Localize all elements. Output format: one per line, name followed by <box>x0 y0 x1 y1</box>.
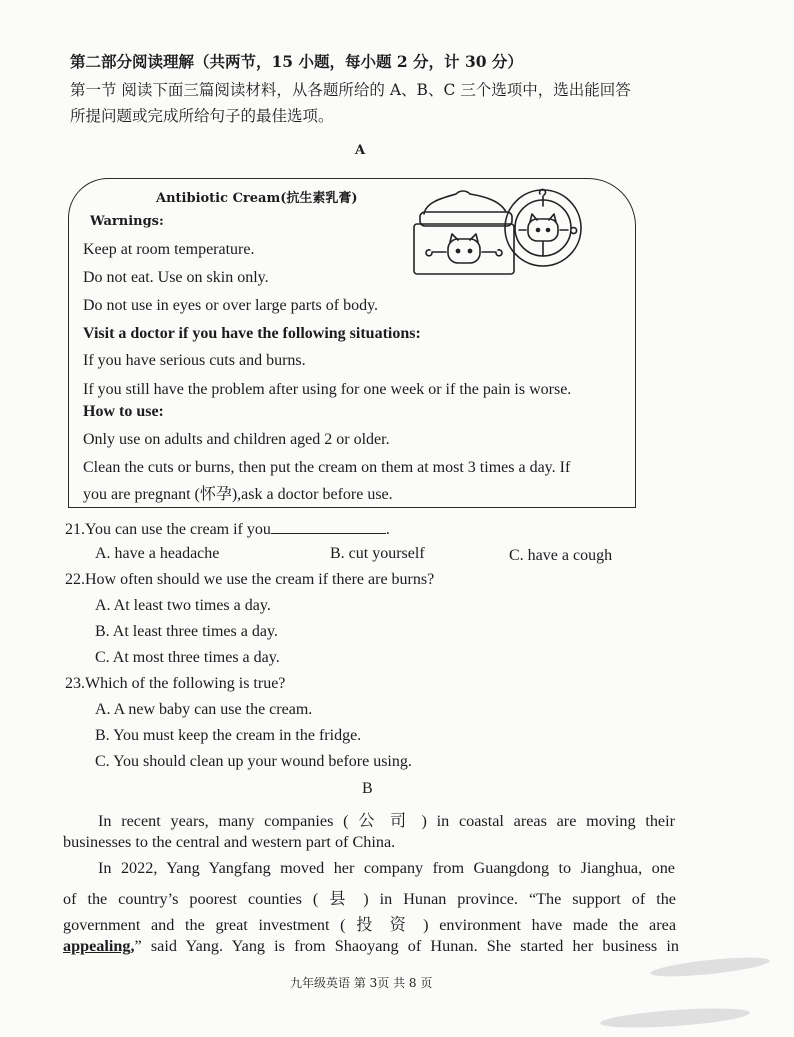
howto-item: you are pregnant (怀孕),ask a doctor before use. <box>83 486 393 503</box>
warning-item: Do not eat. Use on skin only. <box>83 269 269 286</box>
passage-b-text: government and the great investment ( 投 资 ) environment have made the area <box>63 916 676 934</box>
q22-stem: 22.How often should we use the cream if there are burns? <box>65 571 435 588</box>
vocab-word-appealing: appealing, <box>63 937 135 955</box>
q21-option-a: A. have a headache <box>95 545 220 562</box>
page-footer: 九年级英语 第 3页 共 8 页 <box>290 976 433 990</box>
howto-item: Clean the cuts or burns, then put the cream on them at most 3 times a day. If <box>83 459 571 476</box>
q23-option-c: C. You should clean up your wound before using. <box>95 753 412 770</box>
scan-smudge <box>650 954 771 980</box>
passage-b-text: In recent years, many companies ( 公 司 ) in coastal areas are moving their <box>98 812 675 830</box>
warning-item: Do not use in eyes or over large parts of body. <box>83 297 379 314</box>
passage-b-text: of the country’s poorest counties ( 县 ) in Hunan province. “The support of the <box>63 890 676 908</box>
q23-option-a: A. A new baby can use the cream. <box>95 701 313 718</box>
q22-option-a: A. At least two times a day. <box>95 597 271 614</box>
passage-b-text: appealing,” said Yang. Yang is from Shaoyang of Hunan. She started her business in <box>63 937 679 955</box>
doctor-item: If you still have the problem after using for one week or if the pain is worse. <box>83 381 572 398</box>
howto-item: Only use on adults and children aged 2 or older. <box>83 431 390 448</box>
passage-b-text: In 2022, Yang Yangfang moved her company from Guangdong to Jianghua, one <box>98 859 675 877</box>
q22-option-b: B. At least three times a day. <box>95 623 278 640</box>
howto-heading: How to use: <box>83 403 164 420</box>
q21-option-b: B. cut yourself <box>330 545 425 562</box>
doctor-item: If you have serious cuts and burns. <box>83 352 306 369</box>
part-title: 第二部分阅读理解（共两节，15 小题，每小题 2 分，计 30 分） <box>70 52 523 71</box>
section-instructions-line1: 第一节 阅读下面三篇阅读材料，从各题所给的 A、B、C 三个选项中，选出能回答 <box>70 81 631 99</box>
q22-option-c: C. At most three times a day. <box>95 649 280 666</box>
passage-b-text: businesses to the central and western part of China. <box>63 833 396 851</box>
cream-title: Antibiotic Cream(抗生素乳膏) <box>156 191 358 206</box>
q21-option-c: C. have a cough <box>509 547 613 564</box>
passage-b-label: B <box>362 780 373 797</box>
answer-blank <box>271 519 386 534</box>
q23-stem: 23.Which of the following is true? <box>65 675 286 692</box>
cream-jar-illustration <box>408 184 588 276</box>
passage-a-label: A <box>355 143 366 158</box>
section-instructions-line2: 所提问题或完成所给句子的最佳选项。 <box>70 107 334 125</box>
scan-smudge <box>600 1005 751 1031</box>
q21-stem: 21.You can use the cream if you . <box>65 521 390 538</box>
doctor-heading: Visit a doctor if you have the following situations: <box>83 325 421 342</box>
warnings-heading: Warnings: <box>90 214 164 229</box>
warning-item: Keep at room temperature. <box>83 241 255 258</box>
q23-option-b: B. You must keep the cream in the fridge. <box>95 727 362 744</box>
